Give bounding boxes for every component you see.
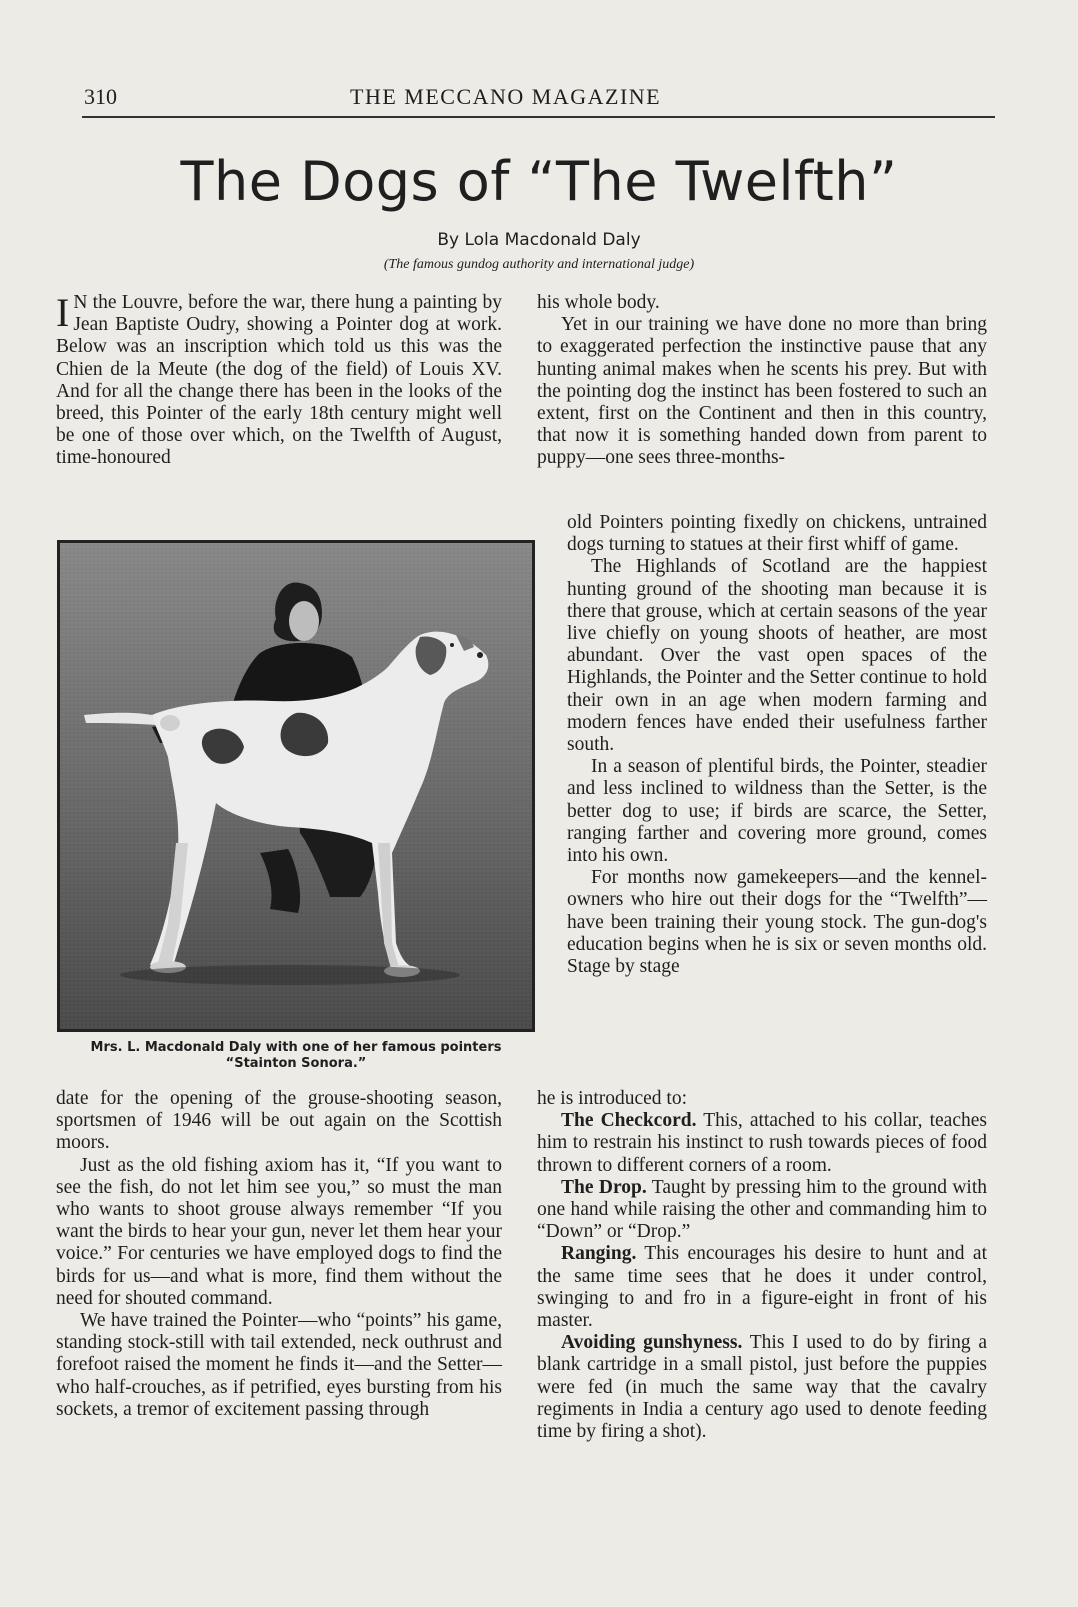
body-right-top [537, 292, 987, 470]
caption-line: Mrs. L. Macdonald Daly with one of her famous pointers [90, 1040, 502, 1055]
running-header: THE MECCANO MAGAZINE [350, 84, 662, 109]
item-text: Taught by pressing him to the ground with one hand while raising the other and commanding him to “Down” or “Drop.” [537, 1176, 987, 1243]
paragraph: N the Louvre, before the war, there hung a painting by Jean Baptiste Oudry, showing a Pointer dog at work. Below was an inscription which told us this was the Chien de la Meute (the dog of the field) of Louis XV. And for all the change there has been in the looks of the breed, this Pointer of the early 18th century might well be one of those over which, on the Twelfth of August, time-honoured [56, 292, 502, 469]
body-right-bottom [537, 1088, 988, 1443]
paragraph: We have trained the Pointer—who “points” his game, standing stock-still with tail extended, neck outhrust and forefoot raised the moment he finds it—and the Setter—who half-crouches, as if petrified, eyes bursting from his sockets, a tremor of excitement passing through [56, 1310, 502, 1420]
byline: By Lola Macdonald Daly [437, 230, 641, 250]
drop-cap: I [56, 290, 70, 335]
paragraph: his whole body. [537, 292, 660, 313]
item-heading: The Checkcord. [561, 1110, 697, 1132]
item-heading: Ranging. [561, 1243, 637, 1265]
paragraph: date for the opening of the grouse-shooting season, sportsmen of 1946 will be out again on the Scottish moors. [56, 1088, 502, 1154]
training-item [537, 1243, 987, 1332]
item-text: This I used to do by firing a blank cartridge in a small pistol, just before the puppies were fed (in much the same way that the cavalry regiments in India a century ago used to denote feeding time by firing a shot). [537, 1332, 988, 1443]
article-photo [57, 540, 535, 1032]
training-item [537, 1332, 987, 1443]
page-number: 310 [84, 84, 117, 109]
caption-line: “Stainton Sonora.” [225, 1056, 367, 1071]
pointer-dog-photo [60, 543, 532, 1029]
item-text: This encourages his desire to hunt and at the same time sees that he does it under control, swinging to and fro in a figure-eight in front of his master. [537, 1243, 987, 1332]
item-heading: The Drop. [561, 1176, 647, 1198]
paragraph: he is introduced to: [537, 1088, 688, 1109]
article-title: The Dogs of “The Twelfth” [180, 150, 898, 213]
training-item [537, 1177, 987, 1244]
training-item [537, 1110, 987, 1177]
item-heading: Avoiding gunshyness. [561, 1332, 743, 1354]
paragraph: For months now gamekeepers—and the kennel-owners who hire out their dogs for the “Twelfth”—have been training their young stock. The gun-dog's education begins when he is six or seven months old. Stage by stage [567, 867, 987, 978]
body-left-bottom [56, 1088, 502, 1421]
paragraph: The Highlands of Scotland are the happiest hunting ground of the shooting man because it is there that grouse, which at certain seasons of the year live chiefly on young shoots of heather, are most abundant. Over the vast open spaces of the Highlands, the Pointer and the Setter continue to hold their own in an age when modern farming and modern fences have ended their usefulness farther south. [567, 556, 987, 756]
author-credit: (The famous gundog authority and international judge) [383, 257, 695, 272]
body-right-middle [567, 512, 987, 978]
paragraph: old Pointers pointing fixedly on chickens, untrained dogs turning to statues at their first whiff of game. [567, 512, 987, 556]
header-rule [82, 116, 995, 118]
photo-caption [46, 1040, 546, 1072]
body-left-top [56, 292, 502, 470]
paragraph: Just as the old fishing axiom has it, “If you want to see the fish, do not let him see you,” so must the man who wants to shoot grouse always remember “If you want the birds to hear your gun, never let them hear your voice.” For centuries we have employed dogs to find the birds for us—and what is more, find them without the need for shouted command. [56, 1154, 502, 1309]
paragraph: Yet in our training we have done no more than bring to exaggerated perfection the instinctive pause that any hunting animal makes when he scents his prey. But with the pointing dog the instinct has been fostered to such an extent, first on the Continent and then in this country, that now it is something handed down from parent to puppy—one sees three-months- [537, 314, 987, 469]
item-text: This, attached to his collar, teaches him to restrain his instinct to rush towards pieces of food thrown to different corners of a room. [537, 1110, 987, 1176]
paragraph: In a season of plentiful birds, the Pointer, steadier and less inclined to wildness than the Setter, is the better dog to use; if birds are scarce, the Setter, ranging farther and covering more ground, comes into his own. [567, 756, 987, 867]
